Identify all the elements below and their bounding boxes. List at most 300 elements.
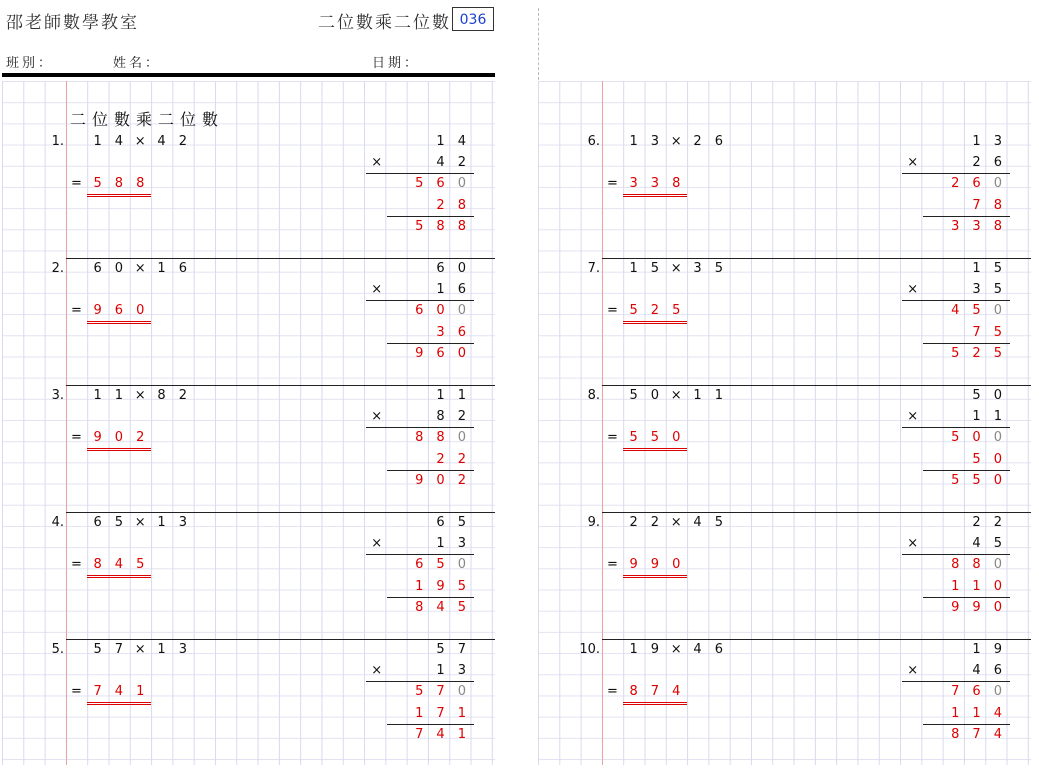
problem: [538, 385, 1031, 512]
problem-number: 7.: [587, 261, 600, 276]
answer-digits: [87, 173, 151, 197]
digit: 6: [436, 345, 445, 361]
placeholder-zero: 0: [993, 176, 1002, 192]
partial-product-2: [902, 195, 1010, 216]
answer-digit: 5: [629, 303, 638, 318]
expression-char: 2: [178, 388, 187, 403]
partial-product-2: [366, 576, 474, 597]
digit: 8: [972, 557, 981, 573]
digit: 5: [457, 515, 466, 530]
digit: 6: [972, 176, 981, 192]
digit: 9: [415, 472, 424, 488]
partial-product-2: [366, 449, 474, 470]
digit: 5: [951, 430, 960, 446]
answer-digit: 5: [650, 430, 660, 445]
digit: 6: [972, 684, 981, 700]
answer-digit: 4: [114, 557, 124, 572]
class-label: 班別：: [6, 56, 55, 71]
digit: 4: [993, 705, 1002, 721]
expression-char: 2: [650, 515, 660, 530]
problem-number: 3.: [51, 388, 64, 403]
digit: 3: [972, 218, 981, 234]
problem-expression: [87, 385, 193, 406]
digit: 2: [972, 515, 981, 530]
digit: 8: [993, 197, 1002, 213]
digit: 6: [457, 324, 466, 340]
answer-digit: 4: [114, 684, 124, 699]
digit: 2: [972, 345, 981, 361]
expression-char: ×: [670, 388, 682, 403]
digit: 6: [993, 155, 1002, 171]
problem-number: 6.: [587, 134, 600, 149]
answer-digit: 9: [629, 557, 638, 572]
digit: 8: [951, 726, 960, 742]
digit: 9: [415, 345, 424, 361]
multiplicand-row: [366, 385, 474, 406]
answer-line: [66, 300, 151, 321]
answer-line: [602, 554, 687, 575]
expression-char: 0: [650, 388, 660, 403]
answer-digits: [623, 173, 687, 197]
answer-line: [66, 173, 151, 194]
digit: 2: [972, 155, 981, 171]
problem-expression: [87, 258, 193, 279]
digit: 5: [972, 472, 981, 488]
multiplicand-row: [366, 258, 474, 279]
vertical-calculation: [366, 131, 474, 237]
expression-char: 4: [693, 515, 702, 530]
digit: 1: [457, 705, 466, 721]
times-sign: ×: [371, 282, 383, 298]
placeholder-zero: 0: [457, 303, 466, 319]
problem: [2, 639, 495, 766]
digit: 5: [951, 345, 960, 361]
problem-expression: [87, 639, 193, 660]
partial-product-1: [902, 681, 1010, 702]
header-rule: [2, 73, 495, 77]
digit: 1: [436, 536, 445, 552]
expression-char: 1: [714, 388, 723, 403]
expression-char: 6: [714, 642, 723, 657]
digit: 0: [436, 303, 445, 319]
answer-digits: [87, 681, 151, 705]
expression-char: ×: [670, 261, 682, 276]
partial-product-1: [902, 554, 1010, 575]
digit: 6: [457, 282, 466, 298]
digit: 7: [457, 642, 466, 657]
expression-char: 1: [629, 134, 638, 149]
partial-product-2: [366, 703, 474, 724]
vertical-calculation: [366, 639, 474, 745]
digit: 6: [436, 176, 445, 192]
expression-char: 2: [629, 515, 638, 530]
equals-sign: =: [607, 557, 618, 572]
multiplier-row: [366, 152, 474, 173]
multiplier-row: [366, 406, 474, 427]
partial-product-2: [902, 576, 1010, 597]
answer-digit: 3: [650, 176, 660, 191]
answer-digit: 7: [650, 684, 660, 699]
digit: 3: [457, 663, 466, 679]
partial-product-1: [366, 300, 474, 321]
placeholder-zero: 0: [457, 176, 466, 192]
expression-char: 5: [93, 642, 102, 657]
digit: 5: [951, 472, 960, 488]
times-sign: ×: [907, 282, 919, 298]
digit: 2: [436, 197, 445, 213]
partial-product-1: [902, 173, 1010, 194]
digit: 0: [457, 261, 466, 276]
answer-digit: 5: [93, 176, 102, 191]
digit: 4: [972, 663, 981, 679]
digit: 5: [993, 282, 1002, 298]
expression-char: ×: [670, 134, 682, 149]
expression-char: 1: [157, 261, 166, 276]
expression-char: 1: [93, 388, 102, 403]
answer-digits: [623, 300, 687, 324]
expression-char: ×: [134, 515, 146, 530]
answer-digit: 4: [672, 684, 681, 699]
expression-char: 5: [114, 515, 124, 530]
digit: 1: [415, 705, 424, 721]
digit: 0: [993, 451, 1002, 467]
partial-product-1: [366, 173, 474, 194]
equals-sign: =: [71, 176, 82, 191]
digit: 8: [436, 409, 445, 425]
vertical-calculation: [366, 258, 474, 364]
digit: 7: [436, 684, 445, 700]
digit: 4: [436, 726, 445, 742]
problem: [2, 258, 495, 385]
problem: [538, 131, 1031, 258]
digit: 3: [436, 324, 445, 340]
worksheet-code: 036: [452, 7, 494, 31]
digit: 1: [415, 578, 424, 594]
equals-sign: =: [71, 303, 82, 318]
answer-line: [66, 427, 151, 448]
digit: 4: [993, 726, 1002, 742]
problem-expression: [623, 258, 729, 279]
partial-product-2: [902, 449, 1010, 470]
digit: 7: [951, 684, 960, 700]
expression-char: 1: [157, 642, 166, 657]
answer-digits: [623, 427, 687, 451]
answer-digits: [87, 427, 151, 451]
digit: 0: [993, 578, 1002, 594]
answer-digits: [623, 681, 687, 705]
problem-number: 1.: [51, 134, 64, 149]
worksheet-heading: 二位數乘二位數: [70, 110, 225, 129]
problem-number: 2.: [51, 261, 64, 276]
equals-sign: =: [71, 430, 82, 445]
digit: 5: [993, 261, 1002, 276]
multiplier-row: [366, 279, 474, 300]
answer-digit: 8: [114, 176, 124, 191]
vertical-calculation: [902, 385, 1010, 491]
problem: [2, 512, 495, 639]
answer-digit: 0: [672, 430, 681, 445]
multiplicand-row: [902, 385, 1010, 406]
digit: 0: [436, 472, 445, 488]
equals-sign: =: [607, 303, 618, 318]
digit: 9: [436, 578, 445, 594]
digit: 1: [972, 409, 981, 425]
digit: 9: [951, 599, 960, 615]
digit: 8: [993, 218, 1002, 234]
digit: 5: [993, 345, 1002, 361]
expression-char: 3: [178, 642, 187, 657]
product-row: [366, 216, 474, 237]
product-row: [366, 343, 474, 364]
digit: 1: [972, 642, 981, 657]
digit: 3: [457, 536, 466, 552]
answer-digit: 9: [650, 557, 660, 572]
digit: 5: [415, 218, 424, 234]
digit: 5: [972, 303, 981, 319]
digit: 8: [415, 430, 424, 446]
problem-number: 8.: [587, 388, 600, 403]
expression-char: 5: [650, 261, 660, 276]
problem: [2, 385, 495, 512]
partial-product-1: [366, 554, 474, 575]
digit: 7: [972, 197, 981, 213]
digit: 0: [993, 472, 1002, 488]
expression-char: 6: [714, 134, 723, 149]
answer-digit: 8: [629, 684, 638, 699]
expression-char: 5: [629, 388, 638, 403]
times-sign: ×: [907, 663, 919, 679]
answer-digits: [87, 554, 151, 578]
partial-product-1: [902, 427, 1010, 448]
expression-char: 2: [178, 134, 187, 149]
digit: 1: [436, 282, 445, 298]
expression-char: 0: [114, 261, 124, 276]
equals-sign: =: [607, 684, 618, 699]
partial-product-1: [366, 427, 474, 448]
multiplicand-row: [366, 131, 474, 152]
digit: 4: [951, 303, 960, 319]
answer-digits: [623, 554, 687, 578]
digit: 1: [972, 134, 981, 149]
answer-digit: 1: [136, 684, 145, 699]
answer-digit: 8: [93, 557, 102, 572]
partial-product-1: [366, 681, 474, 702]
digit: 1: [951, 578, 960, 594]
digit: 6: [415, 557, 424, 573]
problem: [2, 131, 495, 258]
problem-number: 9.: [587, 515, 600, 530]
digit: 1: [436, 388, 445, 403]
answer-line: [66, 681, 151, 702]
times-sign: ×: [907, 409, 919, 425]
expression-char: 9: [650, 642, 660, 657]
digit: 5: [436, 642, 445, 657]
answer-digit: 5: [136, 557, 145, 572]
expression-char: 6: [93, 261, 102, 276]
answer-digit: 2: [650, 303, 660, 318]
digit: 5: [457, 599, 466, 615]
digit: 1: [993, 409, 1002, 425]
multiplicand-row: [366, 639, 474, 660]
product-row: [902, 597, 1010, 618]
digit: 3: [972, 282, 981, 298]
digit: 7: [972, 726, 981, 742]
answer-digit: 0: [672, 557, 681, 572]
vertical-calculation: [902, 131, 1010, 237]
problem-number: 5.: [51, 642, 64, 657]
placeholder-zero: 0: [993, 684, 1002, 700]
multiplier-row: [902, 660, 1010, 681]
times-sign: ×: [371, 663, 383, 679]
expression-char: 3: [693, 261, 702, 276]
problem-number: 10.: [579, 642, 600, 657]
multiplier-row: [902, 406, 1010, 427]
expression-char: 7: [114, 642, 124, 657]
digit: 2: [457, 451, 466, 467]
expression-char: 1: [629, 261, 638, 276]
worksheet-right-column: [538, 81, 1031, 765]
digit: 5: [993, 536, 1002, 552]
placeholder-zero: 0: [457, 430, 466, 446]
digit: 8: [457, 218, 466, 234]
times-sign: ×: [371, 536, 383, 552]
vertical-calculation: [366, 385, 474, 491]
multiplier-row: [366, 533, 474, 554]
expression-char: ×: [134, 134, 146, 149]
digit: 6: [436, 261, 445, 276]
digit: 7: [972, 324, 981, 340]
expression-char: 1: [693, 388, 702, 403]
partial-product-2: [366, 195, 474, 216]
expression-char: 6: [93, 515, 102, 530]
problem: [538, 258, 1031, 385]
partial-product-2: [902, 322, 1010, 343]
digit: 6: [415, 303, 424, 319]
answer-line: [602, 681, 687, 702]
name-label: 姓名：: [113, 56, 162, 71]
digit: 1: [436, 663, 445, 679]
header-title: 邵老師數學教室: [6, 13, 139, 33]
digit: 2: [951, 176, 960, 192]
times-sign: ×: [907, 155, 919, 171]
digit: 8: [436, 430, 445, 446]
answer-digit: 0: [114, 430, 124, 445]
digit: 5: [415, 176, 424, 192]
answer-digit: 9: [93, 430, 102, 445]
digit: 2: [457, 409, 466, 425]
digit: 7: [436, 705, 445, 721]
expression-char: 6: [178, 261, 187, 276]
digit: 6: [993, 663, 1002, 679]
multiplier-row: [902, 152, 1010, 173]
problem: [538, 512, 1031, 639]
digit: 1: [457, 388, 466, 403]
problem: [538, 639, 1031, 766]
multiplicand-row: [902, 639, 1010, 660]
digit: 2: [457, 472, 466, 488]
product-row: [902, 343, 1010, 364]
digit: 1: [972, 705, 981, 721]
digit: 5: [972, 451, 981, 467]
digit: 9: [993, 642, 1002, 657]
multiplicand-row: [366, 512, 474, 533]
digit: 0: [993, 599, 1002, 615]
answer-line: [602, 300, 687, 321]
expression-char: 5: [714, 261, 723, 276]
problem-expression: [623, 131, 729, 152]
answer-digit: 7: [93, 684, 102, 699]
digit: 8: [951, 557, 960, 573]
digit: 2: [436, 451, 445, 467]
expression-char: ×: [134, 642, 146, 657]
digit: 6: [436, 515, 445, 530]
answer-digit: 9: [93, 303, 102, 318]
digit: 4: [972, 536, 981, 552]
digit: 0: [457, 345, 466, 361]
expression-char: 4: [157, 134, 166, 149]
digit: 5: [457, 578, 466, 594]
placeholder-zero: 0: [457, 684, 466, 700]
multiplier-row: [902, 533, 1010, 554]
multiplicand-row: [902, 258, 1010, 279]
digit: 0: [972, 430, 981, 446]
digit: 1: [457, 726, 466, 742]
digit: 5: [972, 388, 981, 403]
digit: 3: [993, 134, 1002, 149]
product-row: [902, 470, 1010, 491]
problem-expression: [623, 385, 729, 406]
answer-digit: 5: [672, 303, 681, 318]
partial-product-1: [902, 300, 1010, 321]
date-label: 日期：: [372, 56, 421, 71]
expression-char: 1: [114, 388, 124, 403]
equals-sign: =: [607, 430, 618, 445]
placeholder-zero: 0: [993, 303, 1002, 319]
digit: 4: [457, 134, 466, 149]
vertical-calculation: [902, 258, 1010, 364]
expression-char: ×: [134, 388, 146, 403]
digit: 8: [457, 197, 466, 213]
expression-char: 1: [629, 642, 638, 657]
digit: 4: [436, 155, 445, 171]
answer-digit: 3: [629, 176, 638, 191]
expression-char: 3: [178, 515, 187, 530]
header-topic: 二位數乘二位數: [318, 13, 451, 33]
problem-expression: [623, 512, 729, 533]
problem-expression: [623, 639, 729, 660]
times-sign: ×: [907, 536, 919, 552]
answer-digit: 0: [136, 303, 145, 318]
answer-digit: 5: [629, 430, 638, 445]
answer-digits: [87, 300, 151, 324]
partial-product-2: [366, 322, 474, 343]
digit: 1: [972, 578, 981, 594]
expression-char: 1: [93, 134, 102, 149]
answer-digit: 6: [114, 303, 124, 318]
digit: 5: [993, 324, 1002, 340]
answer-digit: 2: [136, 430, 145, 445]
digit: 2: [993, 515, 1002, 530]
worksheet-left-column: [2, 81, 495, 765]
product-row: [366, 724, 474, 745]
product-row: [902, 724, 1010, 745]
digit: 9: [972, 599, 981, 615]
digit: 0: [993, 388, 1002, 403]
placeholder-zero: 0: [457, 557, 466, 573]
digit: 8: [415, 599, 424, 615]
answer-line: [66, 554, 151, 575]
partial-product-2: [902, 703, 1010, 724]
